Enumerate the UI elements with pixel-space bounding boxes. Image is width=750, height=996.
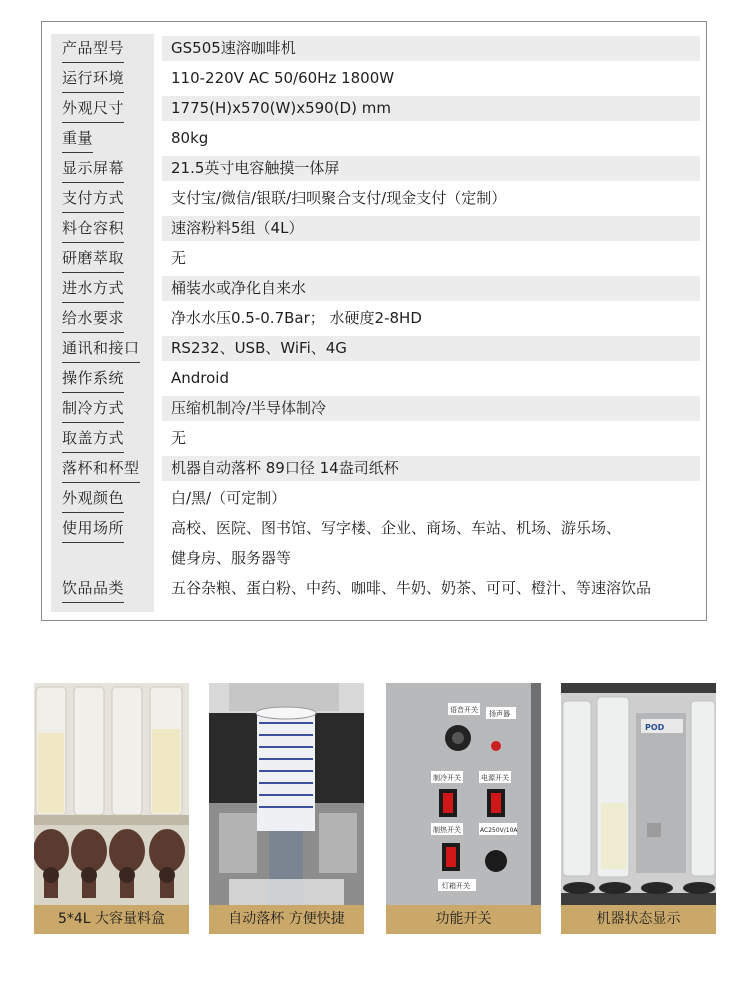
spec-label: 进水方式 — [62, 277, 124, 300]
spec-value: 80kg — [171, 129, 209, 147]
spec-row — [0, 247, 750, 271]
spec-label: 料仓容积 — [62, 217, 124, 240]
spec-value: 高校、医院、图书馆、写字楼、企业、商场、车站、机场、游乐场、 — [171, 519, 622, 537]
spec-value: Android — [171, 369, 229, 387]
spec-row — [0, 337, 750, 361]
spec-label: 制冷方式 — [62, 397, 124, 420]
spec-row — [0, 517, 750, 567]
spec-row — [0, 157, 750, 181]
spec-label: 落杯和杯型 — [62, 457, 140, 480]
spec-value: 机器自动落杯 89口径 14盎司纸杯 — [171, 459, 399, 477]
spec-label: 支付方式 — [62, 187, 124, 210]
spec-row — [0, 187, 750, 211]
spec-value-continued: 健身房、服务器等 — [171, 549, 292, 567]
spec-value: 支付宝/微信/银联/扫呗聚合支付/现金支付（定制） — [171, 189, 507, 207]
spec-value: 21.5英寸电容触摸一体屏 — [171, 159, 340, 177]
spec-value: 速溶粉料5组（4L） — [171, 219, 304, 237]
spec-row — [0, 97, 750, 121]
spec-value: GS505速溶咖啡机 — [171, 39, 296, 57]
spec-value: 五谷杂粮、蛋白粉、中药、咖啡、牛奶、奶茶、可可、橙汁、等速溶饮品 — [171, 579, 652, 597]
spec-row — [0, 217, 750, 241]
spec-value: 净水水压0.5-0.7Bar； 水硬度2-8HD — [171, 309, 422, 327]
spec-row — [0, 277, 750, 301]
spec-label: 外观颜色 — [62, 487, 124, 510]
spec-value: 白/黑/（可定制） — [171, 489, 287, 507]
spec-row — [0, 67, 750, 91]
photo-caption: 功能开关 — [386, 905, 541, 934]
svg-text:AC250V/10A: AC250V/10A — [480, 827, 518, 834]
spec-row — [0, 127, 750, 151]
spec-label: 使用场所 — [62, 517, 124, 540]
spec-label: 显示屏幕 — [62, 157, 124, 180]
machine-status-image — [561, 683, 716, 905]
photo-caption: 5*4L 大容量料盒 — [34, 905, 189, 934]
canister-image — [34, 683, 189, 905]
spec-label: 重量 — [62, 127, 93, 150]
photo-canisters — [34, 683, 189, 934]
svg-text:制热开关: 制热开关 — [433, 826, 461, 834]
spec-row — [0, 397, 750, 421]
spec-value: 110-220V AC 50/60Hz 1800W — [171, 69, 395, 87]
svg-text:制冷开关: 制冷开关 — [433, 774, 461, 782]
spec-row — [0, 457, 750, 481]
svg-text:灯箱开关: 灯箱开关 — [442, 882, 470, 890]
photo-switch-panel — [386, 683, 541, 934]
spec-row — [0, 577, 750, 601]
photo-caption: 机器状态显示 — [561, 905, 716, 934]
spec-value: 1775(H)x570(W)x590(D) mm — [171, 99, 391, 117]
photo-caption: 自动落杯 方便快捷 — [209, 905, 364, 934]
cup-dispenser-image — [209, 683, 364, 905]
spec-label: 操作系统 — [62, 367, 124, 390]
spec-row — [0, 427, 750, 451]
spec-label: 取盖方式 — [62, 427, 124, 450]
spec-label: 外观尺寸 — [62, 97, 124, 120]
spec-row — [0, 37, 750, 61]
spec-value: 无 — [171, 429, 187, 447]
spec-row — [0, 307, 750, 331]
spec-value: 无 — [171, 249, 187, 267]
photo-machine-status — [561, 683, 716, 934]
photo-cup-dispenser — [209, 683, 364, 934]
spec-label: 饮品品类 — [62, 577, 124, 600]
spec-label: 给水要求 — [62, 307, 124, 330]
spec-value: 桶装水或净化自来水 — [171, 279, 307, 297]
spec-label: 产品型号 — [62, 37, 124, 60]
switch-panel-image — [386, 683, 541, 905]
svg-text:电源开关: 电源开关 — [481, 774, 509, 782]
spec-label: 研磨萃取 — [62, 247, 124, 270]
svg-text:扬声器: 扬声器 — [489, 710, 510, 718]
spec-value: 压缩机制冷/半导体制冷 — [171, 399, 327, 417]
spec-row — [0, 487, 750, 511]
spec-row — [0, 367, 750, 391]
spec-label: 通讯和接口 — [62, 337, 140, 360]
spec-label: 运行环境 — [62, 67, 124, 90]
spec-value: RS232、USB、WiFi、4G — [171, 339, 347, 357]
svg-text:语音开关: 语音开关 — [450, 706, 478, 714]
svg-text:POD: POD — [645, 723, 665, 732]
